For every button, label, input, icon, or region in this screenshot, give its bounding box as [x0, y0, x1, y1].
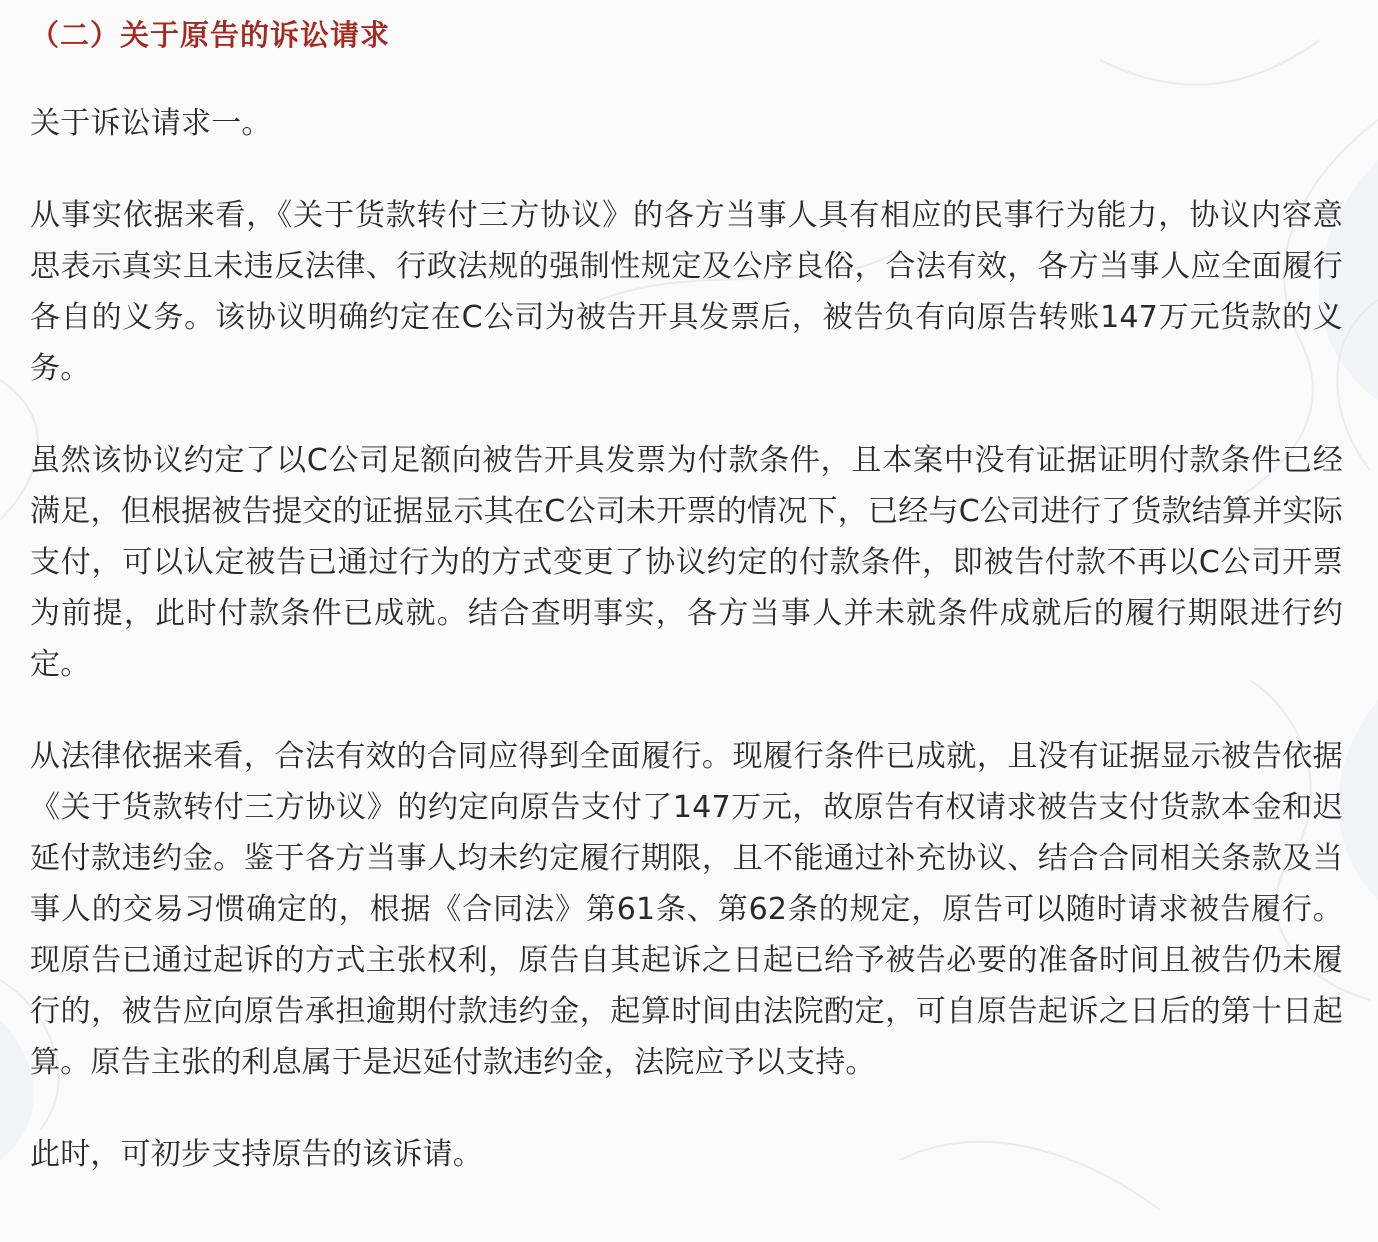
- paragraph-legal-basis: 从法律依据来看，合法有效的合同应得到全面履行。现履行条件已成就，且没有证据显示被告依据《关于货款转付三方协议》的约定向原告支付了147万元，故原告有权请求被告支付货款本金和迟延付款违约金。鉴于各方当事人均未约定履行期限，且不能通过补充协议、结合合同相关条款及当事人的交易习惯确定的，根据《合同法》第61条、第62条的规定，原告可以随时请求被告履行。现原告已通过起诉的方式主张权利，原告自其起诉之日起已给予被告必要的准备时间且被告仍未履行的，被告应向原告承担逾期付款违约金，起算时间由法院酌定，可自原告起诉之日后的第十日起算。原告主张的利息属于是迟延付款违约金，法院应予以支持。: [30, 739, 1343, 1080]
- paragraph-conclusion: 此时，可初步支持原告的该诉请。: [30, 1137, 483, 1172]
- article-body: [30, 12, 1343, 1180]
- section-heading: （二）关于原告的诉讼请求: [30, 18, 391, 52]
- paragraph-claim-intro: 关于诉讼请求一。: [30, 106, 272, 141]
- paragraph-factual-basis: 从事实依据来看，《关于货款转付三方协议》的各方当事人具有相应的民事行为能力，协议内容意思表示真实且未违反法律、行政法规的强制性规定及公序良俗，合法有效，各方当事人应全面履行各自的义务。该协议明确约定在C公司为被告开具发票后，被告负有向原告转账147万元货款的义务。: [30, 198, 1343, 386]
- paragraph-payment-condition: 虽然该协议约定了以C公司足额向被告开具发票为付款条件，且本案中没有证据证明付款条件已经满足，但根据被告提交的证据显示其在C公司未开票的情况下，已经与C公司进行了货款结算并实际支付，可以认定被告已通过行为的方式变更了协议约定的付款条件，即被告付款不再以C公司开票为前提，此时付款条件已成就。结合查明事实，各方当事人并未就条件成就后的履行期限进行约定。: [30, 443, 1343, 682]
